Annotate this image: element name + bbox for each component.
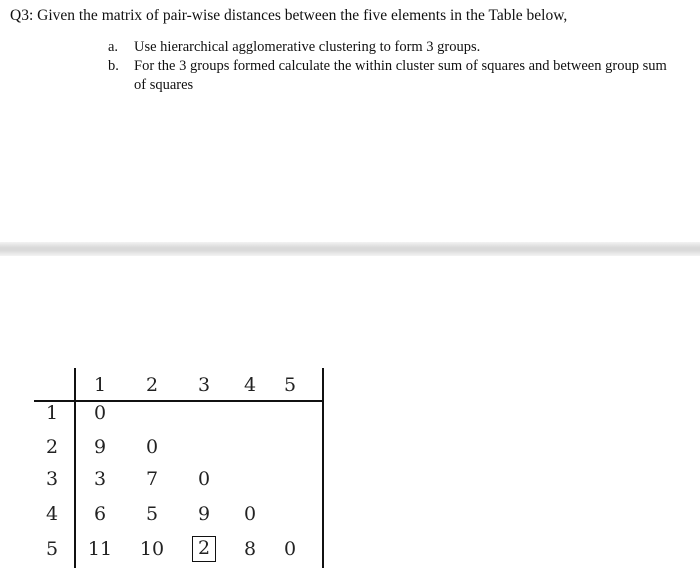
matrix-cell: 0 (283, 538, 297, 560)
matrix-cell: 3 (93, 468, 107, 490)
row-header: 1 (45, 402, 59, 424)
matrix-cell: 11 (87, 538, 113, 560)
matrix-cell: 0 (197, 468, 211, 490)
question-title: Q3: Given the matrix of pair-wise distances between the five elements in the Table below, (10, 7, 568, 24)
column-header: 2 (145, 374, 159, 396)
header-vertical-rule (74, 368, 76, 568)
column-header: 5 (283, 374, 297, 396)
matrix-cell: 0 (243, 503, 257, 525)
row-header: 4 (45, 503, 59, 525)
question-part-b (108, 57, 678, 95)
matrix-cell: 10 (139, 538, 165, 560)
part-text: Use hierarchical agglomerative clustering to form 3 groups. (134, 39, 481, 55)
row-header: 5 (45, 538, 59, 560)
matrix-cell: 8 (243, 538, 257, 560)
question-part-a (108, 38, 678, 57)
row-header: 2 (45, 436, 59, 458)
part-marker: b. (108, 58, 119, 74)
matrix-cell: 5 (145, 503, 159, 525)
header-horizontal-rule (34, 400, 324, 402)
right-border-rule (322, 368, 324, 568)
distance-matrix-table (34, 368, 324, 568)
matrix-cell: 7 (145, 468, 159, 490)
column-header: 3 (197, 374, 211, 396)
row-header: 3 (45, 468, 59, 490)
matrix-cell: 9 (93, 436, 107, 458)
part-marker: a. (108, 39, 119, 55)
column-header: 4 (243, 374, 257, 396)
part-text: For the 3 groups formed calculate the within cluster sum of squares and between group sum of squares (134, 58, 667, 93)
column-header: 1 (93, 374, 107, 396)
matrix-cell: 6 (93, 503, 107, 525)
matrix-cell: 9 (197, 503, 211, 525)
matrix-cell: 0 (93, 402, 107, 424)
matrix-cell: 0 (145, 436, 159, 458)
highlighted-matrix-cell: 2 (192, 536, 216, 562)
question-parts-list (108, 38, 678, 95)
page-separator (0, 242, 700, 256)
